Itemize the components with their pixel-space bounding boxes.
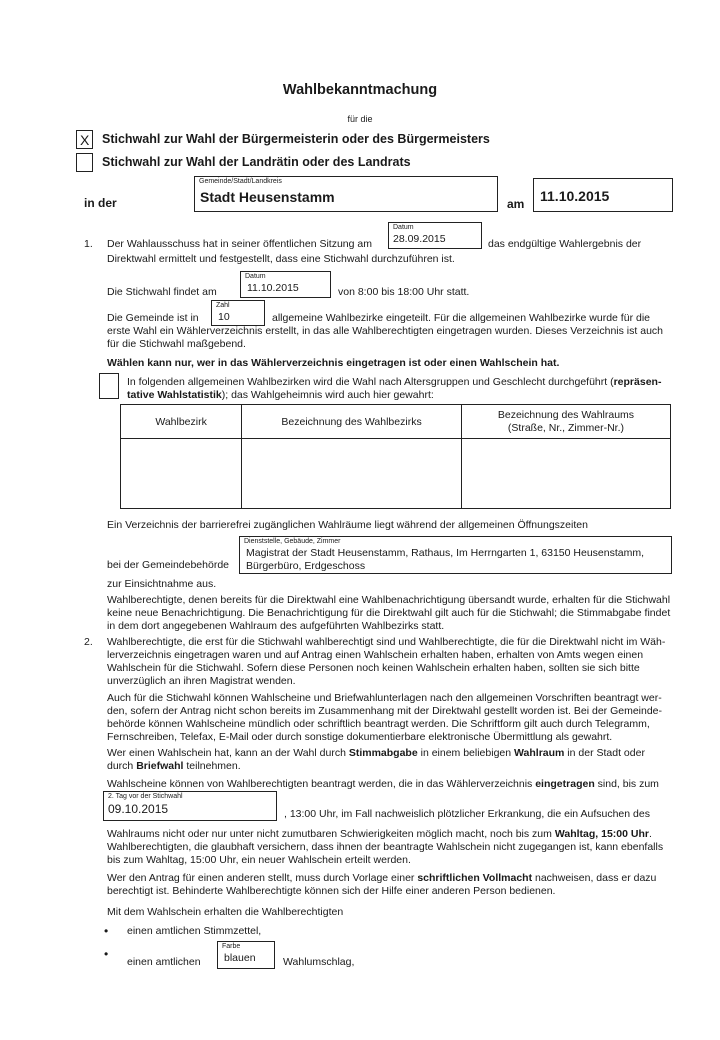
th-bezeichnung-wahlbezirk: Bezeichnung des Wahlbezirks (242, 405, 462, 439)
th-bezeichnung-wahlraum (461, 405, 670, 439)
sitzung-datum-value: 28.09.2015 (393, 233, 446, 245)
s2-d1c: sind, bis zum (594, 778, 659, 790)
s2-text-d2: , 13:00 Uhr, im Fall nachweislich plötzlicher Erkrankung, die ein Aufsuchen des (284, 808, 650, 820)
stichwahl-datum-value: 11.10.2015 (247, 282, 299, 294)
stichwahl-datum-field (240, 271, 331, 298)
wahlbezirke-table (120, 404, 671, 509)
s1-text-e1 (127, 376, 661, 389)
s2-c1a: Wer einen Wahlschein hat, kann an der Wahl durch (107, 747, 349, 759)
s1-text-e2a: tative Wahlstatistik (127, 389, 222, 401)
antragsfrist-field (103, 791, 277, 821)
sitzung-datum-field (388, 222, 482, 249)
s1-text-a1: Der Wahlausschuss hat in seiner öffentlichen Sitzung am (107, 238, 372, 250)
s2-text-b3: Fernschreiben, Telefax, E-Mail oder durch sonstige dokumentierbare elektronische Übermittlung als gewahrt. (107, 731, 613, 743)
s2-text-a0: Wahlberechtigte, die erst für die Stichwahl wahlberechtigt sind und Wahlberechtigte, die für die Direktwahl nicht im Wäh- (107, 636, 666, 648)
th-wahlraum-line2: (Straße, Nr., Zimmer-Nr.) (507, 421, 625, 434)
farbe-value: blauen (224, 952, 256, 964)
antragsfrist-label: 2. Tag vor der Stichwahl (108, 793, 183, 800)
section-2-number: 2. (84, 636, 93, 648)
page-title: Wahlbekanntmachung (282, 82, 438, 98)
s1-text-g1: bei der Gemeindebehörde (107, 559, 230, 571)
s2-text-c2 (107, 760, 241, 773)
bullet-2: • (104, 947, 109, 961)
s2-d3a: Wahlraums nicht oder nur unter nicht zumutbaren Schwierigkeiten möglich macht, noch bis zum (107, 828, 555, 840)
s1-text-g2: zur Einsichtnahme aus. (107, 578, 217, 590)
s2-text-a2: Wahlschein für die Stichwahl. Sofern diese Personen noch keinen Wahlschein erhalten haben, sollten sie sich bitte (107, 662, 640, 674)
wahlbezirke-zahl-field (211, 300, 265, 326)
s1-text-a2: das endgültige Wahlergebnis der (488, 238, 642, 250)
farbe-label: Farbe (222, 943, 241, 950)
th-wahlbezirk: Wahlbezirk (121, 405, 242, 439)
s1-text-h3: in dem dort angegebenen Wahlraum des aufgeführten Wahlbezirks statt. (107, 620, 445, 632)
dienststelle-field (239, 536, 672, 574)
s2-d3b: Wahltag, 15:00 Uhr (554, 828, 649, 840)
dienststelle-line1: Magistrat der Stadt Heusenstamm, Rathaus, Im Herrngarten 1, 63150 Heusenstamm, (246, 547, 645, 559)
s2-text-b2: behörde können Wahlscheine mündlich oder schriftlich beantragt werden. Die Schriftform gilt auch durch Telegramm, (107, 718, 650, 730)
s2-text-d4: Wahlberechtigten, die glaubhaft versichern, dass ihnen der beantragte Wahlschein nicht zugegangen ist, kann ebenfalls (107, 841, 664, 853)
s2-text-f: Mit dem Wahlschein erhalten die Wahlberechtigten (107, 906, 344, 918)
table-header-row (121, 405, 671, 439)
s2-text-e1 (107, 872, 656, 885)
s1-text-b2: von 8:00 bis 18:00 Uhr statt. (338, 286, 470, 298)
table-cell (121, 439, 242, 509)
wahlbezirke-zahl-value: 10 (218, 311, 230, 323)
s1-text-c4: für die Stichwahl maßgebend. (107, 338, 246, 350)
datum-label: Datum (393, 224, 414, 231)
list-item-wahlumschlag-b: Wahlumschlag, (283, 956, 355, 968)
am-label: am (507, 197, 525, 211)
s2-c2a: durch (107, 760, 137, 772)
bullet-1: • (104, 924, 109, 938)
s2-c1c: in einem beliebigen (417, 747, 515, 759)
s1-text-e2b: ); das Wahlgeheimnis wird auch hier gewahrt: (221, 389, 434, 401)
s1-text-c1: Die Gemeinde ist in (107, 312, 199, 324)
s2-d1a: Wahlscheine können von Wahlberechtigten beantragt werden, die in das Wählerverzeichnis (107, 778, 536, 790)
s1-text-d: Wählen kann nur, wer in das Wählerverzeichnis eingetragen ist oder einen Wahlschein hat. (107, 357, 560, 369)
datum-label-2: Datum (245, 273, 266, 280)
s2-c2c: teilnehmen. (183, 760, 241, 772)
s1-text-h2: keine neue Benachrichtigung. Die Benachrichtigung für die Direktwahl gilt auch für die Stichwahl; die Stimmabgabe findet (107, 607, 671, 619)
gemeinde-value: Stadt Heusenstamm (200, 189, 335, 205)
table-cell (242, 439, 462, 509)
s1-text-a3: Direktwahl ermittelt und festgestellt, dass eine Stichwahl durchzuführen ist. (107, 253, 455, 265)
s1-text-e1a: In folgenden allgemeinen Wahlbezirken wird die Wahl nach Altersgruppen und Geschlecht durchgeführt ( (127, 376, 614, 388)
s2-c1e: in der Stadt oder (564, 747, 645, 759)
s2-text-b1: den, sofern der Antrag nicht schon bereits im Zusammenhang mit der Direktwahl gestellt worden ist. Bei der Gemeinde- (107, 705, 663, 717)
s2-d3c: . (648, 828, 652, 840)
s1-text-f: Ein Verzeichnis der barrierefrei zugänglichen Wahlräume liegt während der allgemeinen Öffnungszeiten (107, 519, 588, 531)
s2-e1b: schriftlichen Vollmacht (417, 872, 533, 884)
farbe-field (217, 941, 275, 969)
option-checkbox-landrat[interactable] (76, 153, 93, 172)
list-item-wahlumschlag-a: einen amtlichen (127, 956, 201, 968)
antragsfrist-value: 09.10.2015 (108, 802, 169, 816)
s2-e1c: nachweisen, dass er dazu (532, 872, 657, 884)
checkbox-mark: X (80, 132, 90, 148)
s1-text-h1: Wahlberechtigte, denen bereits für die Direktwahl eine Wahlbenachrichtigung übersandt wurde, erhalten für die Stichwahl (107, 594, 671, 606)
s2-text-d1 (107, 778, 659, 791)
s2-c1d: Wahlraum (514, 747, 565, 759)
table-cell (461, 439, 670, 509)
s2-text-a1: lerverzeichnis eingetragen waren und auf Antrag einen Wahlschein erhalten haben, erhalten von Amts wegen einen (107, 649, 644, 661)
option-checkbox-buergermeister[interactable] (76, 130, 93, 149)
dienststelle-line2: Bürgerbüro, Erdgeschoss (246, 560, 366, 572)
s1-text-e2 (127, 389, 434, 402)
s2-text-e2: berechtigt ist. Behinderte Wahlberechtigte können sich der Hilfe einer anderen Person bedienen. (107, 885, 556, 897)
option-label-landrat: Stichwahl zur Wahl der Landrätin oder des Landrats (102, 155, 411, 169)
table-row (121, 439, 671, 509)
gemeinde-field (194, 176, 498, 212)
s2-d1b: eingetragen (535, 778, 595, 790)
th-wahlraum-line1: Bezeichnung des Wahlraums (497, 408, 635, 421)
s1-text-c3: erste Wahl ein Wählerverzeichnis erstellt, in das alle Wahlberechtigten eingetragen wurden. Dieses Verzeichnis ist auch (107, 325, 663, 337)
s2-text-d5: bis zum Wahltag, 15:00 Uhr, ein neuer Wahlschein erteilt werden. (107, 854, 411, 866)
s2-text-d3 (107, 828, 652, 841)
s1-text-e1b: repräsen- (613, 376, 662, 388)
s1-text-b1: Die Stichwahl findet am (107, 286, 217, 298)
gemeinde-field-label: Gemeinde/Stadt/Landkreis (199, 178, 282, 185)
list-item-stimmzettel: einen amtlichen Stimmzettel, (127, 925, 262, 937)
s2-text-b0: Auch für die Stichwahl können Wahlscheine und Briefwahlunterlagen nach den allgemeinen Vorschriften beantragt wer- (107, 692, 662, 704)
s2-c2b: Briefwahl (136, 760, 184, 772)
dienststelle-label: Dienststelle, Gebäude, Zimmer (244, 538, 341, 545)
zahl-label: Zahl (216, 302, 230, 309)
option-label-buergermeister: Stichwahl zur Wahl der Bürgermeisterin oder des Bürgermeisters (102, 132, 490, 146)
section-1-number: 1. (84, 238, 93, 250)
s2-c1b: Stimmabgabe (348, 747, 418, 759)
in-der-label: in der (84, 196, 117, 210)
s2-text-c1 (107, 747, 645, 760)
s1-text-c2: allgemeine Wahlbezirke eingeteilt. Für die allgemeinen Wahlbezirke wurde für die (272, 312, 650, 324)
fuer-die-text: für die (347, 114, 373, 124)
wahltag-field (533, 178, 673, 212)
wahltag-value: 11.10.2015 (540, 188, 610, 204)
statistik-checkbox[interactable] (99, 373, 119, 399)
s2-text-a3: unverzüglich an ihren Magistrat wenden. (107, 675, 296, 687)
s2-e1a: Wer den Antrag für einen anderen stellt, muss durch Vorlage einer (107, 872, 418, 884)
